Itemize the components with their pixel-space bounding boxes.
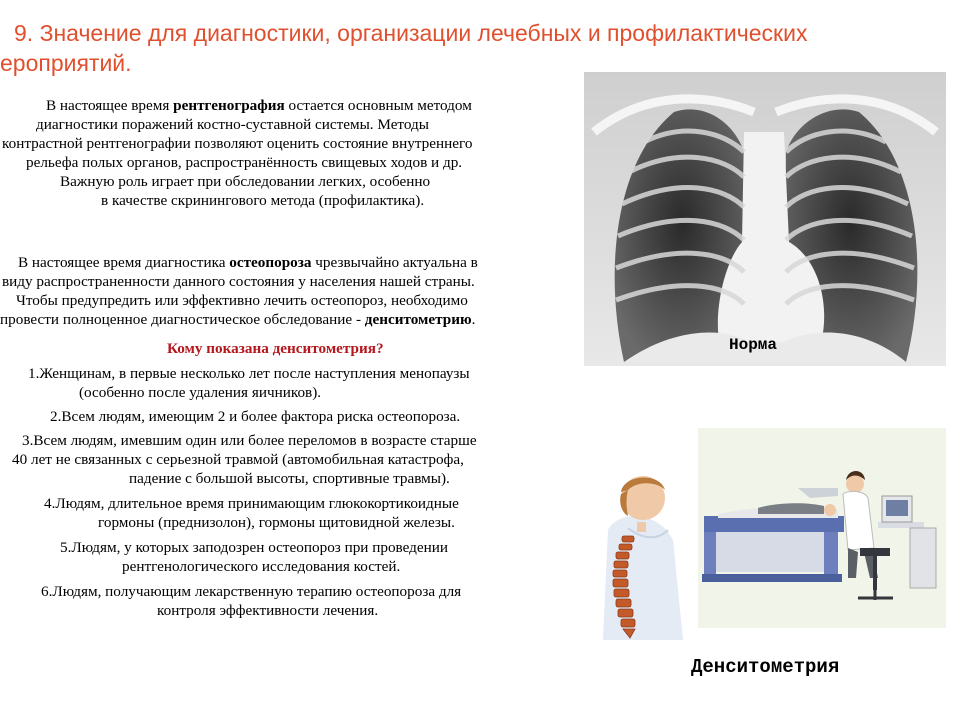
list-item: 3.Всем людям, имевшим один или более переломов в возрасте старше: [22, 432, 477, 449]
chest-xray-image: [584, 72, 946, 366]
list-item: контроля эффективности лечения.: [157, 602, 379, 619]
p2-line: В настоящее время диагностика остеопороза чрезвычайно актуальна в: [18, 254, 478, 271]
list-item: рентгенологического исследования костей.: [122, 558, 401, 575]
p2-line: Чтобы предупредить или эффективно лечить остеопороз, необходимо: [16, 292, 468, 309]
p1-line: контрастной рентгенографии позволяют оценить состояние внутреннего: [2, 135, 473, 152]
title-line-2: ероприятий.: [0, 50, 132, 76]
p1-line: диагностики поражений костно-суставной системы. Методы: [36, 116, 429, 133]
list-item: 5.Людям, у которых заподозрен остеопороз при проведении: [60, 539, 449, 556]
p1-line: Важную роль играет при обследовании легких, особенно: [60, 173, 431, 190]
slide-title: [0, 18, 900, 78]
p1-line: в качестве скринингового метода (профилактика).: [101, 192, 425, 209]
list-item: 1.Женщинам, в первые несколько лет после наступления менопаузы: [28, 365, 470, 382]
xray-caption: Норма: [729, 336, 778, 354]
list-item: 6.Людям, получающим лекарственную терапию остеопороза для: [41, 583, 462, 600]
list-item: 40 лет не связанных с серьезной травмой (автомобильная катастрофа,: [12, 451, 464, 468]
p1-line: В настоящее время рентгенография остается основным методом: [46, 97, 472, 114]
list-item: 4.Людям, длительное время принимающим глюкокортикоидные: [44, 495, 459, 512]
list-item: 2.Всем людям, имеющим 2 и более фактора риска остеопороза.: [50, 408, 461, 425]
densitometry-equipment-image: [698, 428, 946, 628]
p2-line: провести полноценное диагностическое обследование - денситометрию.: [0, 311, 476, 328]
list-item: падение с большой высоты, спортивные травмы).: [129, 470, 450, 487]
list-item: гормоны (преднизолон), гормоны щитовидной железы.: [98, 514, 455, 531]
title-line-1: 9. Значение для диагностики, организации лечебных и профилактических: [14, 20, 808, 46]
p2-line: виду распространенности данного состояния у населения нашей страны.: [2, 273, 475, 290]
spine-figure-image: [588, 470, 698, 640]
p1-line: рельефа полых органов, распространённость свищевых ходов и др.: [26, 154, 463, 171]
densitometry-caption: Денситометрия: [691, 656, 840, 678]
list-item: (особенно после удаления яичников).: [79, 384, 322, 401]
question-heading: Кому показана денситометрия?: [167, 340, 384, 357]
